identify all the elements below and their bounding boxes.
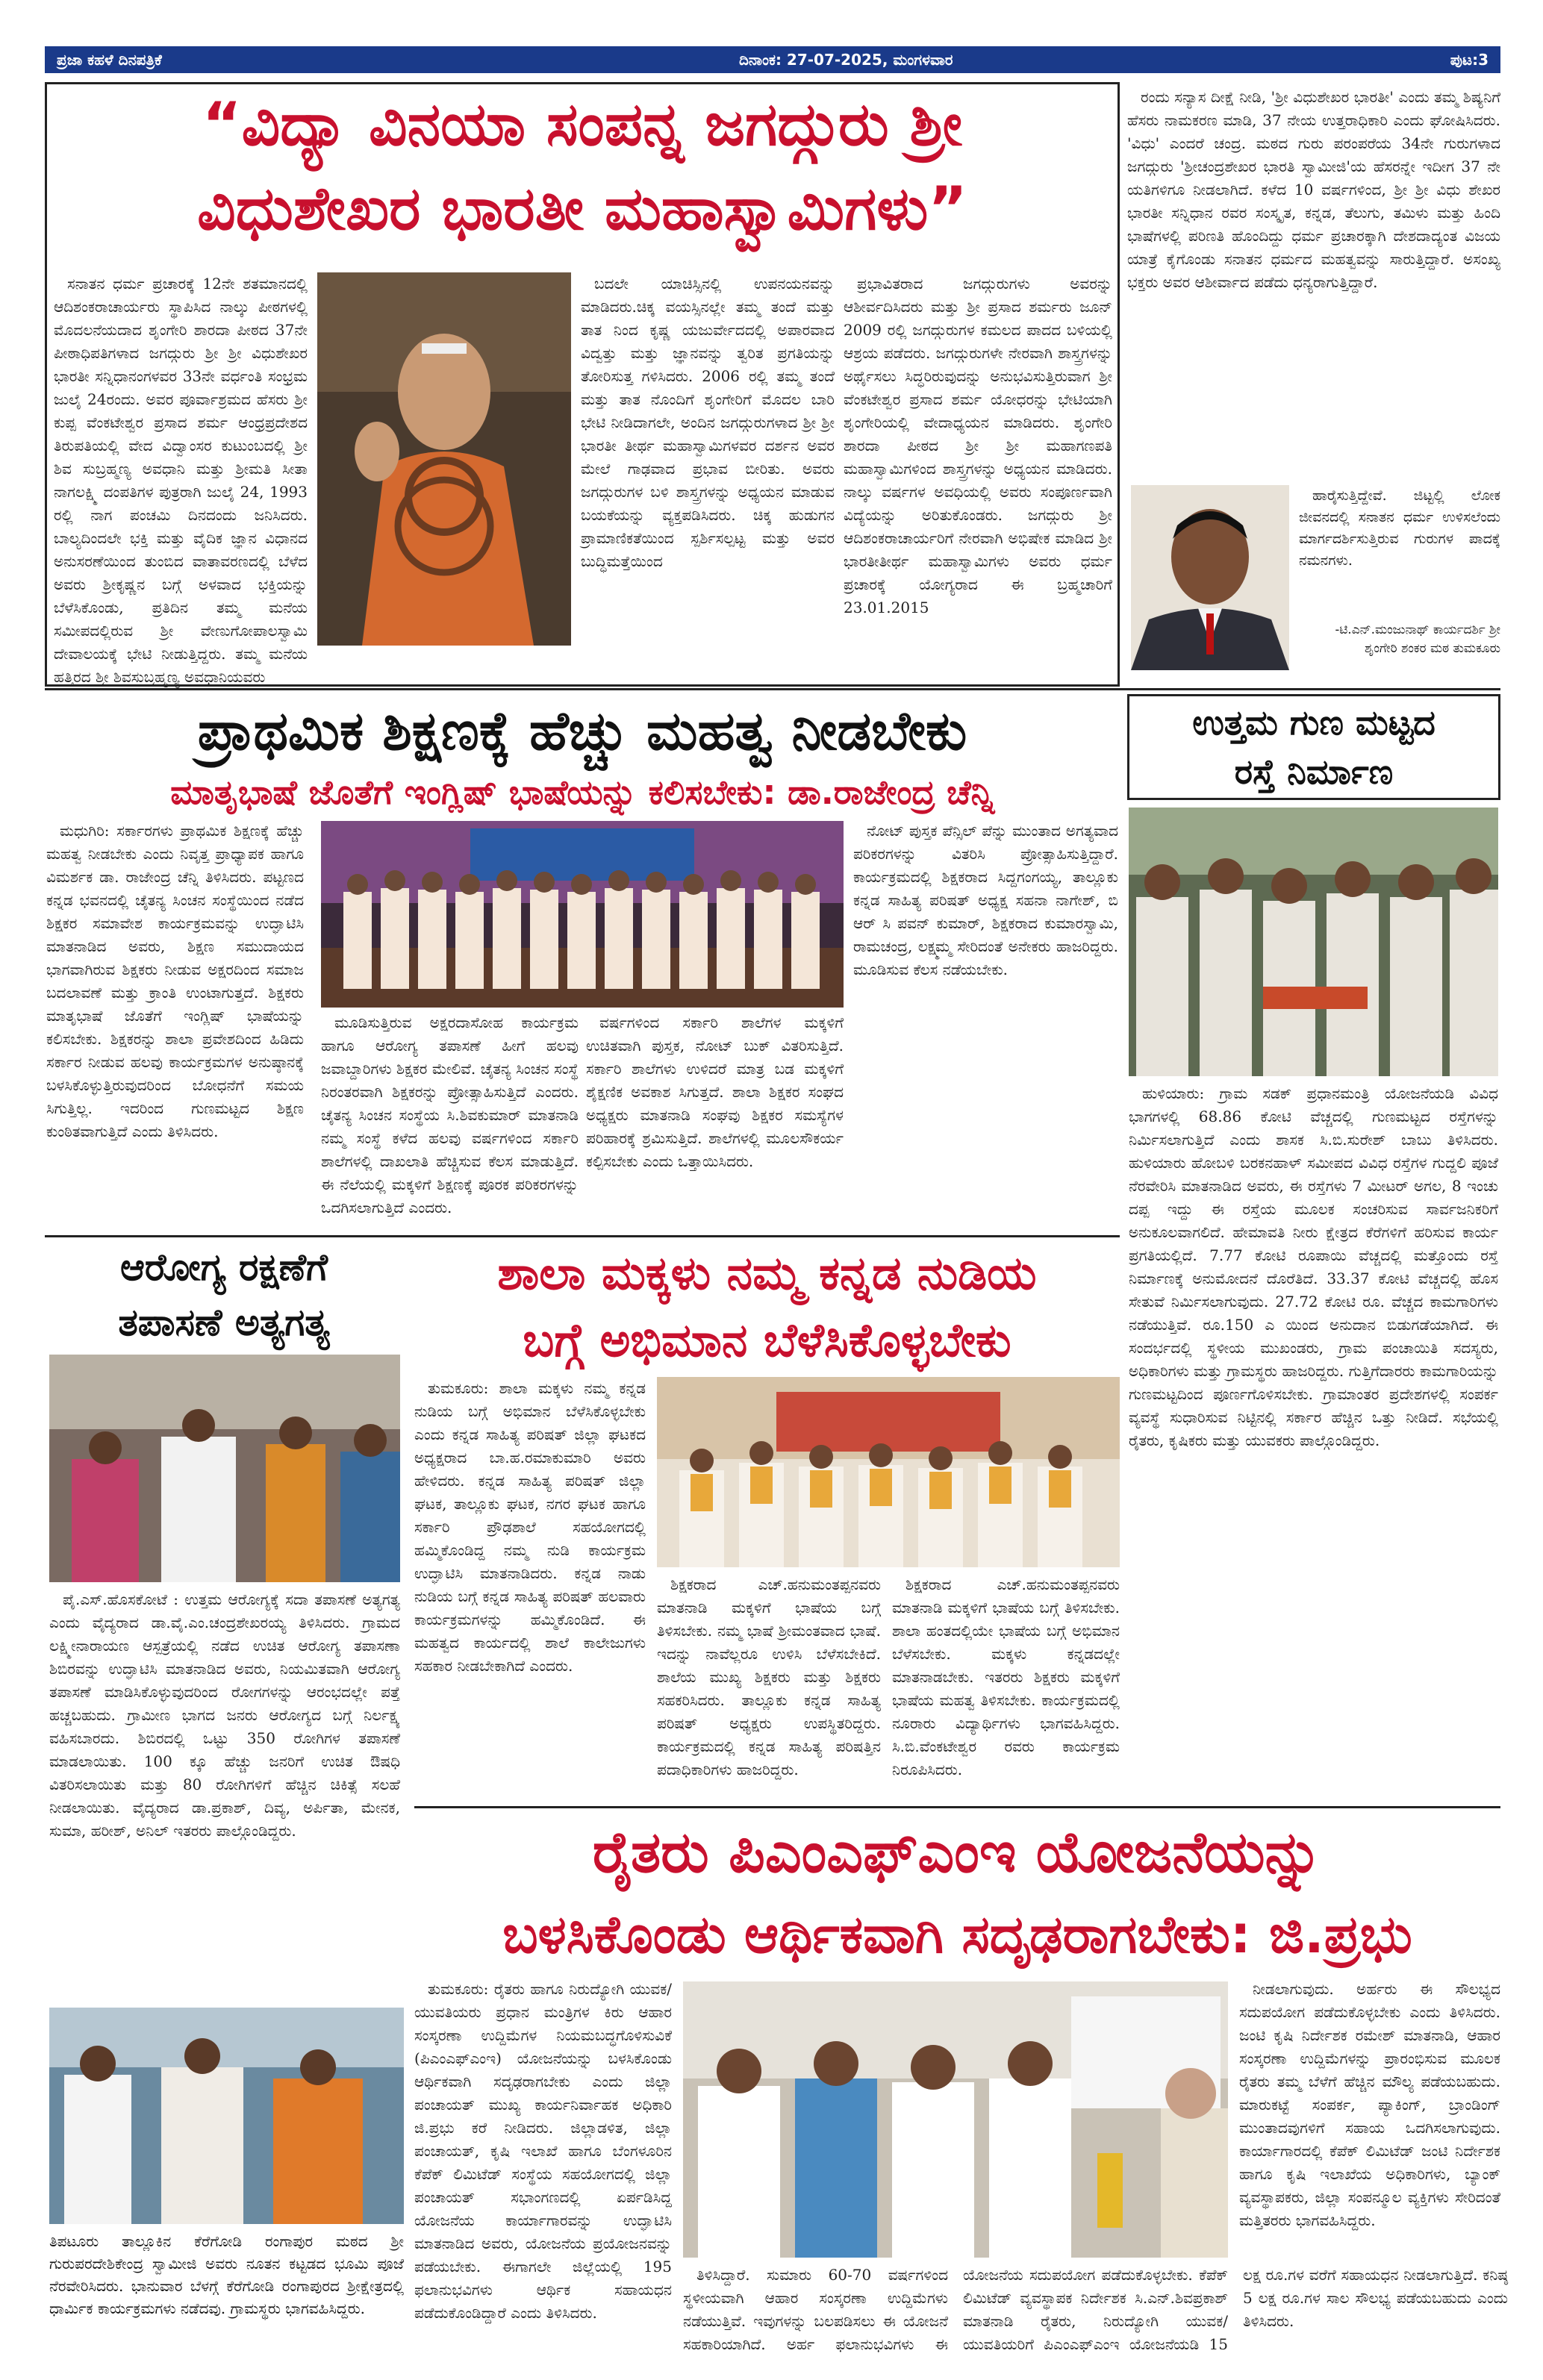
divider	[45, 688, 1500, 690]
paper-name: ಪ್ರಜಾ ಕಹಳೆ ದಿನಪತ್ರಿಕೆ	[57, 51, 162, 69]
story6-headline-line2: ಬಳಸಿಕೊಂಡು ಆರ್ಥಿಕವಾಗಿ ಸದೃಢರಾಗಬೇಕು: ಜಿ.ಪ್ರಭು	[502, 1904, 1412, 1965]
page-number: ಪುಟ:3	[1450, 51, 1489, 69]
story1-column-4b: ಹಾರೈಸುತ್ತಿದ್ದೇವೆ. ಜಿಟ್ಟಲ್ಲಿ ಲೋಕ ಜೀವನದಲ್ಲಿ ಸನಾತನ ಧರ್ಮ ಉಳಿಸಲೆಂದು ಮಾರ್ಗದರ್ಶಿಸುತ್ತಿರುವ ಗುರುಗಳ ಪಾದಕ್ಕೆ ನಮನಗಳು.	[1299, 487, 1500, 569]
story4-headline-line1: ಆರೋಗ್ಯ ರಕ್ಷಣೆಗೆ	[119, 1246, 328, 1289]
story2-headline: ಪ್ರಾಥಮಿಕ ಶಿಕ್ಷಣಕ್ಕೆ ಹೆಚ್ಚು ಮಹತ್ವ ನೀಡಬೇಕು	[197, 699, 967, 762]
story2-column-3: ವರ್ಷಗಳಿಂದ ಸರ್ಕಾರಿ ಶಾಲೆಗಳ ಮಕ್ಕಳಿಗೆ ಉಚಿತವಾಗಿ ಪುಸ್ತಕ, ನೋಟ್ ಬುಕ್ ವಿತರಿಸುತ್ತಿದೆ. ಸರ್ಕಾರಿ ಶಾಲೆಗಳು ಉಳಿದರೆ ಮಾತ್ರ ಬಡ ಮಕ್ಕಳಿಗೆ ಶೈಕ್ಷಣಿಕ ಅವಕಾಶ ಸಿಗುತ್ತದೆ. ಶಾಲಾ ಶಿಕ್ಷಕರ ಸಂಘದ ಅಧ್ಯಕ್ಷರು ಮಾತನಾಡಿ ಸಂಘವು ಶಿಕ್ಷಕರ ಸಮಸ್ಯೆಗಳ ಪರಿಹಾರಕ್ಕೆ ಶ್ರಮಿಸುತ್ತಿದೆ. ಶಾಲೆಗಳಲ್ಲಿ ಮೂಲಸೌಕರ್ಯ ಕಲ್ಪಿಸಬೇಕು ಎಂದು ಒತ್ತಾಯಿಸಿದರು.	[586, 1013, 844, 1170]
story6-headline-line1: ರೈತರು ಪಿಎಂಎಫ್‌ಎಂಇ ಯೋಜನೆಯನ್ನು	[592, 1819, 1323, 1885]
divider	[45, 1235, 1120, 1237]
story6-column-4: ನೀಡಲಾಗುವುದು. ಅರ್ಹರು ಈ ಸೌಲಭ್ಯದ ಸದುಪಯೋಗ ಪಡೆದುಕೊಳ್ಳಬೇಕು ಎಂದು ತಿಳಿಸಿದರು. ಜಂಟಿ ಕೃಷಿ ನಿರ್ದೇಶಕ ರಮೇಶ್ ಮಾತನಾಡಿ, ಆಹಾರ ಸಂಸ್ಕರಣಾ ಉದ್ದಿಮೆಗಳನ್ನು ಪ್ರಾರಂಭಿಸುವ ಮೂಲಕ ರೈತರು ತಮ್ಮ ಬೆಳೆಗೆ ಹೆಚ್ಚಿನ ಮೌಲ್ಯ ಪಡೆಯಬಹುದು. ಮಾರುಕಟ್ಟೆ ಸಂಪರ್ಕ, ಪ್ಯಾಕಿಂಗ್, ಬ್ರಾಂಡಿಂಗ್ ಮುಂತಾದವುಗಳಿಗೆ ಸಹಾಯ ಒದಗಿಸಲಾಗುವುದು. ಕಾರ್ಯಾಗಾರದಲ್ಲಿ ಕೆಪೆಕ್ ಲಿಮಿಟೆಡ್ ಜಂಟಿ ನಿರ್ದೇಶಕ ಹಾಗೂ ಕೃಷಿ ಇಲಾಖೆಯ ಅಧಿಕಾರಿಗಳು, ಬ್ಯಾಂಕ್ ವ್ಯವಸ್ಥಾಪಕರು, ಜಿಲ್ಲಾ ಸಂಪನ್ಮೂಲ ವ್ಯಕ್ತಿಗಳು ಸೇರಿದಂತೆ ಮತ್ತಿತರರು ಭಾಗವಹಿಸಿದ್ದರು.	[1239, 1980, 1500, 2229]
secretary-photo	[1131, 485, 1289, 670]
swamiji-bhoomi-puja-photo	[49, 2008, 404, 2224]
pmfme-workshop-photo	[683, 1981, 1228, 2258]
story1-column-3: ಪ್ರಭಾವಿತರಾದ ಜಗದ್ಗುರುಗಳು ಅವರನ್ನು ಆಶೀರ್ವದಿಸಿದರು ಮತ್ತು ಶ್ರೀ ಪ್ರಸಾದ ಶರ್ಮರು ಜೂನ್ 2009 ರಲ್ಲಿ ಜಗದ್ಗುರುಗಳ ಕಮಲದ ಪಾದದ ಬಳಿಯಲ್ಲಿ ಆಶ್ರಯ ಪಡೆದರು. ಜಗದ್ಗುರುಗಳೇ ನೇರವಾಗಿ ಶಾಸ್ತ್ರಗಳನ್ನು ಅರ್ಥೈಸಲು ಸಿದ್ಧರಿರುವುದನ್ನು ಅನುಭವಿಸುತ್ತಿರುವಾಗ ಶ್ರೀ ವೆಂಕಟೇಶ್ವರ ಪ್ರಸಾದ ಶರ್ಮ ಯೋಧರನ್ನು ಭೇಟಿಯಾಗಿ ಶೃಂಗೇರಿಯಲ್ಲಿ ವೇದಾಧ್ಯಯನ ಮಾಡಿದರು. ಶೃಂಗೇರಿ ಶಾರದಾ ಪೀಠದ ಶ್ರೀ ಶ್ರೀ ಮಹಾಗಣಪತಿ ಮಹಾಸ್ವಾಮಿಗಳಿಂದ ಶಾಸ್ತ್ರಗಳನ್ನು ಅಧ್ಯಯನ ಮಾಡಿದರು. ನಾಲ್ಕು ವರ್ಷಗಳ ಅವಧಿಯಲ್ಲಿ ಅವರು ಸಂಪೂರ್ಣವಾಗಿ ವಿದ್ಯೆಯನ್ನು ಅರಿತುಕೊಂಡರು. ಜಗದ್ಗುರು ಶ್ರೀ ಆದಿಶಂಕರಾಚಾರ್ಯರಿಗೆ ನೇರವಾಗಿ ಅಭಿಷೇಕ ಮಾಡಿದ ಶ್ರೀ ಭಾರತೀತೀರ್ಥ ಮಹಾಸ್ವಾಮಿಗಳು ಅವರು ಧರ್ಮ ಪ್ರಚಾರಕ್ಕೆ ಯೋಗ್ಯರಾದ ಈ ಬ್ರಹ್ಮಚಾರಿಗೆ 23.01.2015	[844, 275, 1112, 616]
story6-column-1: ತುಮಕೂರು: ರೈತರು ಹಾಗೂ ನಿರುದ್ಯೋಗಿ ಯುವಕ/ಯುವತಿಯರು ಪ್ರಧಾನ ಮಂತ್ರಿಗಳ ಕಿರು ಆಹಾರ ಸಂಸ್ಕರಣಾ ಉದ್ದಿಮೆಗಳ ನಿಯಮಬದ್ಧಗೊಳಿಸುವಿಕೆ (ಪಿಎಂಎಫ್‌ಎಂಇ) ಯೋಜನೆಯನ್ನು ಬಳಸಿಕೊಂಡು ಆರ್ಥಿಕವಾಗಿ ಸದೃಢರಾಗಬೇಕು ಎಂದು ಜಿಲ್ಲಾ ಪಂಚಾಯತ್ ಮುಖ್ಯ ಕಾರ್ಯನಿರ್ವಾಹಕ ಅಧಿಕಾರಿ ಜಿ.ಪ್ರಭು ಕರೆ ನೀಡಿದರು. ಜಿಲ್ಲಾಡಳಿತ, ಜಿಲ್ಲಾ ಪಂಚಾಯತ್, ಕೃಷಿ ಇಲಾಖೆ ಹಾಗೂ ಬೆಂಗಳೂರಿನ ಕೆಪೆಕ್ ಲಿಮಿಟೆಡ್ ಸಂಸ್ಥೆಯ ಸಹಯೋಗದಲ್ಲಿ ಜಿಲ್ಲಾ ಪಂಚಾಯತ್ ಸಭಾಂಗಣದಲ್ಲಿ ಏರ್ಪಡಿಸಿದ್ದ ಯೋಜನೆಯ ಕಾರ್ಯಾಗಾರವನ್ನು ಉದ್ಘಾಟಿಸಿ ಮಾತನಾಡಿದ ಅವರು, ಯೋಜನೆಯ ಪ್ರಯೋಜನವನ್ನು ಪಡೆಯಬೇಕು. ಈಗಾಗಲೇ ಜಿಲ್ಲೆಯಲ್ಲಿ 195 ಫಲಾನುಭವಿಗಳು ಆರ್ಥಿಕ ಸಹಾಯಧನ ಪಡೆದುಕೊಂಡಿದ್ದಾರೆ ಎಂದು ತಿಳಿಸಿದರು.	[414, 1980, 672, 2322]
story5-headline-line1: ಶಾಲಾ ಮಕ್ಕಳು ನಮ್ಮ ಕನ್ನಡ ನುಡಿಯ	[497, 1246, 1037, 1300]
story5-column-1: ತುಮಕೂರು: ಶಾಲಾ ಮಕ್ಕಳು ನಮ್ಮ ಕನ್ನಡ ನುಡಿಯ ಬಗ್ಗೆ ಅಭಿಮಾನ ಬೆಳೆಸಿಕೊಳ್ಳಬೇಕು ಎಂದು ಕನ್ನಡ ಸಾಹಿತ್ಯ ಪರಿಷತ್ ಜಿಲ್ಲಾ ಘಟಕದ ಅಧ್ಯಕ್ಷರಾದ ಬಾ.ಹ.ರಮಾಕುಮಾರಿ ಅವರು ಹೇಳಿದರು. ಕನ್ನಡ ಸಾಹಿತ್ಯ ಪರಿಷತ್ ಜಿಲ್ಲಾ ಘಟಕ, ತಾಲ್ಲೂಕು ಘಟಕ, ನಗರ ಘಟಕ ಹಾಗೂ ಸರ್ಕಾರಿ ಪ್ರೌಢಶಾಲೆ ಸಹಯೋಗದಲ್ಲಿ ಹಮ್ಮಿಕೊಂಡಿದ್ದ ನಮ್ಮ ನುಡಿ ಕಾರ್ಯಕ್ರಮ ಉದ್ಘಾಟಿಸಿ ಮಾತನಾಡಿದರು. ಕನ್ನಡ ನಾಡು ನುಡಿಯ ಬಗ್ಗೆ ಕನ್ನಡ ಸಾಹಿತ್ಯ ಪರಿಷತ್ ಹಲವಾರು ಕಾರ್ಯಕ್ರಮಗಳನ್ನು ಹಮ್ಮಿಕೊಂಡಿದೆ. ಈ ಮಹತ್ವದ ಕಾರ್ಯದಲ್ಲಿ ಶಾಲೆ ಕಾಲೇಜುಗಳು ಸಹಕಾರ ನೀಡಬೇಕಾಗಿದೆ ಎಂದರು.	[414, 1379, 646, 1675]
story1-column-1: ಸನಾತನ ಧರ್ಮ ಪ್ರಚಾರಕ್ಕೆ 12ನೇ ಶತಮಾನದಲ್ಲಿ ಆದಿಶಂಕರಾಚಾರ್ಯರು ಸ್ಥಾಪಿಸಿದ ನಾಲ್ಕು ಪೀಠಗಳಲ್ಲಿ ಮೊದಲನೆಯದಾದ ಶೃಂಗೇರಿ ಶಾರದಾ ಪೀಠದ 37ನೇ ಪೀಠಾಧಿಪತಿಗಳಾದ ಜಗದ್ಗುರು ಶ್ರೀ ಶ್ರೀ ವಿಧುಶೇಖರ ಭಾರತೀ ಸನ್ನಿಧಾನಂಗಳವರ 33ನೇ ವರ್ಧಂತಿ ಸಂಭ್ರಮ ಜುಲೈ 24ರಂದು. ಅವರ ಪೂರ್ವಾಶ್ರಮದ ಹೆಸರು ಶ್ರೀ ಕುಪ್ಪ ವೆಂಕಟೇಶ್ವರ ಪ್ರಸಾದ ಶರ್ಮ ಆಂಧ್ರಪ್ರದೇಶದ ತಿರುಪತಿಯಲ್ಲಿ ವೇದ ವಿದ್ವಾಂಸರ ಕುಟುಂಬದಲ್ಲಿ ಶ್ರೀ ಶಿವ ಸುಬ್ರಹ್ಮಣ್ಯ ಅವಧಾನಿ ಮತ್ತು ಶ್ರೀಮತಿ ಸೀತಾ ನಾಗಲಕ್ಷ್ಮಿ ದಂಪತಿಗಳ ಪುತ್ರರಾಗಿ ಜುಲೈ 24, 1993 ರಲ್ಲಿ ನಾಗ ಪಂಚಮಿ ದಿನದಂದು ಜನಿಸಿದರು. ಬಾಲ್ಯದಿಂದಲೇ ಭಕ್ತಿ ಮತ್ತು ವೈದಿಕ ಜ್ಞಾನ ವಿಧಾನದ ಅನುಸರಣೆಯಿಂದ ತುಂಬಿದ ವಾತಾವರಣದಲ್ಲಿ ಬೆಳೆದ ಅವರು ಶ್ರೀಕೃಷ್ಣನ ಬಗ್ಗೆ ಅಳವಾದ ಭಕ್ತಿಯನ್ನು ಬೆಳೆಸಿಕೊಂಡು, ಪ್ರತಿದಿನ ತಮ್ಮ ಮನೆಯ ಸಮೀಪದಲ್ಲಿರುವ ಶ್ರೀ ವೇಣುಗೋಪಾಲಸ್ವಾಮಿ ದೇವಾಲಯಕ್ಕೆ ಭೇಟಿ ನೀಡುತ್ತಿದ್ದರು. ತಮ್ಮ ಮನೆಯ ಹತ್ತಿರದ ಶ್ರೀ ಶಿವಸುಬ್ರಹ್ಮಣ್ಯ ಅವಧಾನಿಯವರು	[54, 275, 308, 686]
story1-column-4: ರಂದು ಸನ್ಯಾಸ ದೀಕ್ಷೆ ನೀಡಿ, 'ಶ್ರೀ ವಿಧುಶೇಖರ ಭಾರತೀ' ಎಂದು ತಮ್ಮ ಶಿಷ್ಯನಿಗೆ ಹೆಸರು ನಾಮಕರಣ ಮಾಡಿ, 37 ನೇಯ ಉತ್ತರಾಧಿಕಾರಿ ಎಂದು ಘೋಷಿಸಿದರು. 'ವಿಧು' ಎಂದರೆ ಚಂದ್ರ. ಮಠದ ಗುರು ಪರಂಪರೆಯ 34ನೇ ಗುರುಗಳಾದ ಜಗದ್ಗುರು 'ಶ್ರೀಚಂದ್ರಶೇಖರ ಭಾರತಿ ಸ್ವಾಮೀಜಿ'ಯ ಹೆಸರನ್ನೇ ಇದೀಗ 37 ನೇ ಯತಿಗಳಿಗೂ ನೀಡಲಾಗಿದೆ. ಕಳೆದ 10 ವರ್ಷಗಳಿಂದ, ಶ್ರೀ ಶ್ರೀ ವಿಧು ಶೇಖರ ಭಾರತೀ ಸನ್ನಿಧಾನ ರವರ ಸಂಸ್ಕೃತ, ಕನ್ನಡ, ತೆಲುಗು, ತಮಿಳು ಮತ್ತು ಹಿಂದಿ ಭಾಷೆಗಳಲ್ಲಿ ಪರಿಣತಿ ಹೊಂದಿದ್ದು ಧರ್ಮ ಪ್ರಚಾರಕ್ಕಾಗಿ ದೇಶದಾದ್ಯಂತ ವಿಜಯ ಯಾತ್ರೆ ಕೈಗೊಂಡು ಸನಾತನ ಧರ್ಮದ ಮಹತ್ವವನ್ನು ಸಾರುತ್ತಿದ್ದಾರೆ. ಅಸಂಖ್ಯ ಭಕ್ತರು ಅವರ ಆಶೀರ್ವಾದ ಪಡೆದು ಧನ್ಯರಾಗುತ್ತಿದ್ದಾರೆ.	[1127, 88, 1500, 291]
story1-headline-line1: “ವಿದ್ಯಾ ವಿನಯಾ ಸಂಪನ್ನ ಜಗದ್ಗುರು ಶ್ರೀ	[202, 90, 962, 159]
road-bhoomi-puja-photo	[1129, 808, 1498, 1076]
kannada-event-photo	[657, 1377, 1120, 1567]
story4-body: ಪೈ.ಎಸ್.ಹೊಸಕೋಟೆ : ಉತ್ತಮ ಆರೋಗ್ಯಕ್ಕೆ ಸದಾ ತಪಾಸಣೆ ಅತ್ಯಗತ್ಯ ಎಂದು ವೈದ್ಯರಾದ ಡಾ.ವೈ.ಎಂ.ಚಂದ್ರಶೇಖರಯ್ಯ ತಿಳಿಸಿದರು. ಗ್ರಾಮದ ಲಕ್ಷ್ಮೀನಾರಾಯಣ ಆಸ್ಪತ್ರೆಯಲ್ಲಿ ನಡೆದ ಉಚಿತ ಆರೋಗ್ಯ ತಪಾಸಣಾ ಶಿಬಿರವನ್ನು ಉದ್ಘಾಟಿಸಿ ಮಾತನಾಡಿದ ಅವರು, ನಿಯಮಿತವಾಗಿ ಆರೋಗ್ಯ ತಪಾಸಣೆ ಮಾಡಿಸಿಕೊಳ್ಳುವುದರಿಂದ ರೋಗಗಳನ್ನು ಆರಂಭದಲ್ಲೇ ಪತ್ತೆ ಹಚ್ಚಬಹುದು. ಗ್ರಾಮೀಣ ಭಾಗದ ಜನರು ಆರೋಗ್ಯದ ಬಗ್ಗೆ ನಿರ್ಲಕ್ಷ್ಯ ವಹಿಸಬಾರದು. ಶಿಬಿರದಲ್ಲಿ ಒಟ್ಟು 350 ರೋಗಿಗಳ ತಪಾಸಣೆ ಮಾಡಲಾಯಿತು. 100 ಕ್ಕೂ ಹೆಚ್ಚು ಜನರಿಗೆ ಉಚಿತ ಔಷಧಿ ವಿತರಿಸಲಾಯಿತು ಮತ್ತು 80 ರೋಗಿಗಳಿಗೆ ಹೆಚ್ಚಿನ ಚಿಕಿತ್ಸೆ ಸಲಹೆ ನೀಡಲಾಯಿತು. ವೈದ್ಯರಾದ ಡಾ.ಪ್ರಕಾಶ್, ದಿವ್ಯ, ಅರ್ಪಿತಾ, ಮೇನಕ, ಸುಮಾ, ಹರೀಶ್, ಅನಿಲ್ ಇತರರು ಪಾಲ್ಗೊಂಡಿದ್ದರು.	[49, 1590, 400, 1840]
story3-headline-line2: ರಸ್ತೆ ನಿರ್ಮಾಣ	[1234, 752, 1394, 792]
story2-column-4: ನೋಟ್ ಪುಸ್ತಕ ಪೆನ್ಸಿಲ್ ಪೆನ್ನು ಮುಂತಾದ ಅಗತ್ಯವಾದ ಪರಿಕರಗಳನ್ನು ವಿತರಿಸಿ ಪ್ರೋತ್ಸಾಹಿಸುತ್ತಿದ್ದಾರೆ. ಕಾರ್ಯಕ್ರಮದಲ್ಲಿ ಶಿಕ್ಷಕರಾದ ಸಿದ್ದಗಂಗಯ್ಯ, ತಾಲ್ಲೂಕು ಕನ್ನಡ ಸಾಹಿತ್ಯ ಪರಿಷತ್ ಅಧ್ಯಕ್ಷ ಸಹನಾ ನಾಗೇಶ್, ಬಿ ಆರ್ ಸಿ ಪವನ್ ಕುಮಾರ್, ಶಿಕ್ಷಕರಾದ ಕುಮಾರಸ್ವಾಮಿ, ರಾಮಚಂದ್ರ, ಲಕ್ಷ್ಮಮ್ಮ ಸೇರಿದಂತೆ ಅನೇಕರು ಹಾಜರಿದ್ದರು. ಮೂಡಿಸುವ ಕೆಲಸ ನಡೆಯಬೇಕು.	[853, 822, 1118, 978]
story2-column-1: ಮಧುಗಿರಿ: ಸರ್ಕಾರಗಳು ಪ್ರಾಥಮಿಕ ಶಿಕ್ಷಣಕ್ಕೆ ಹೆಚ್ಚು ಮಹತ್ವ ನೀಡಬೇಕು ಎಂದು ನಿವೃತ್ತ ಪ್ರಾಧ್ಯಾಪಕ ಹಾಗೂ ವಿಮರ್ಶಕ ಡಾ. ರಾಜೇಂದ್ರ ಚೆನ್ನಿ ತಿಳಿಸಿದರು. ಪಟ್ಟಣದ ಕನ್ನಡ ಭವನದಲ್ಲಿ ಚೈತನ್ಯ ಸಿಂಚನ ಸಂಸ್ಥೆಯಿಂದ ನಡೆದ ಶಿಕ್ಷಕರ ಸಮಾವೇಶ ಕಾರ್ಯಕ್ರಮವನ್ನು ಉದ್ಘಾಟಿಸಿ ಮಾತನಾಡಿದ ಅವರು, ಶಿಕ್ಷಣ ಸಮುದಾಯದ ಭಾಗವಾಗಿರುವ ಶಿಕ್ಷಕರು ನೀಡುವ ಅಕ್ಷರದಿಂದ ಸಮಾಜ ಬದಲಾವಣೆ ಮತ್ತು ಕ್ರಾಂತಿ ಉಂಟಾಗುತ್ತದೆ. ಶಿಕ್ಷಕರು ಮಾತೃಭಾಷೆ ಜೊತೆಗೆ ಇಂಗ್ಲಿಷ್ ಭಾಷೆಯನ್ನು ಕಲಿಸಬೇಕು. ಶಿಕ್ಷಕರನ್ನು ಶಾಲಾ ಪ್ರವೇಶದಿಂದ ಹಿಡಿದು ಸರ್ಕಾರ ನೀಡುವ ಹಲವು ಕಾರ್ಯಕ್ರಮಗಳ ಅನುಷ್ಠಾನಕ್ಕೆ ಬಳಸಿಕೊಳ್ಳುತ್ತಿರುವುದರಿಂದ ಬೋಧನೆಗೆ ಸಮಯ ಸಿಗುತ್ತಿಲ್ಲ. ಇದರಿಂದ ಗುಣಮಟ್ಟದ ಶಿಕ್ಷಣ ಕುಂಠಿತವಾಗುತ್ತಿದೆ ಎಂದು ತಿಳಿಸಿದರು.	[46, 822, 304, 1140]
story2-subheadline: ಮಾತೃಭಾಷೆ ಜೊತೆಗೆ ಇಂಗ್ಲಿಷ್ ಭಾಷೆಯನ್ನು ಕಲಿಸಬೇಕು: ಡಾ.ರಾಜೇಂದ್ರ ಚೆನ್ನಿ	[170, 772, 994, 812]
masthead-bar	[45, 46, 1500, 73]
story1-column-2: ಬದಲೇ ಯಾಚಿಸ್ಸಿನಲ್ಲಿ ಉಪನಯನವನ್ನು ಮಾಡಿದರು.ಚಿಕ್ಕ ವಯಸ್ಸಿನಲ್ಲೇ ತಮ್ಮ ತಂದೆ ಮತ್ತು ತಾತ ನಿಂದ ಕೃಷ್ಣ ಯಜುರ್ವೇದದಲ್ಲಿ ಅಪಾರವಾದ ವಿದ್ವತ್ತು ಮತ್ತು ಜ್ಞಾನವನ್ನು ತ್ವರಿತ ಪ್ರಗತಿಯನ್ನು ತೋರಿಸುತ್ತ ಗಳಿಸಿದರು. 2006 ರಲ್ಲಿ ತಮ್ಮ ತಂದೆ ಮತ್ತು ತಾತ ನೊಂದಿಗೆ ಶೃಂಗೇರಿಗೆ ಮೊದಲ ಬಾರಿ ಭೇಟಿ ನೀಡಿದಾಗಲೇ, ಅಂದಿನ ಜಗದ್ಗುರುಗಳಾದ ಶ್ರೀ ಶ್ರೀ ಭಾರತೀ ತೀರ್ಥ ಮಹಾಸ್ವಾಮಿಗಳವರ ದರ್ಶನ ಅವರ ಮೇಲೆ ಗಾಢವಾದ ಪ್ರಭಾವ ಬೀರಿತು. ಅವರು ಜಗದ್ಗುರುಗಳ ಬಳಿ ಶಾಸ್ತ್ರಗಳನ್ನು ಅಧ್ಯಯನ ಮಾಡುವ ಬಯಕೆಯನ್ನು ವ್ಯಕ್ತಪಡಿಸಿದರು. ಚಿಕ್ಕ ಹುಡುಗನ ಪ್ರಾಮಾಣಿಕತೆಯಿಂದ ಸ್ಪರ್ಶಿಸಲ್ಪಟ್ಟ ಮತ್ತು ಅವರ ಬುದ್ಧಿಮತ್ತೆಯಿಂದ	[581, 275, 835, 570]
swamiji-photo	[317, 272, 571, 646]
story5-headline-line2: ಬಗ್ಗೆ ಅಭಿಮಾನ ಬೆಳೆಸಿಕೊಳ್ಳಬೇಕು	[523, 1313, 1011, 1367]
swamiji-photo-caption: ತಿಪಟೂರು ತಾಲ್ಲೂಕಿನ ಕೆರೆಗೋಡಿ ರಂಗಾಪುರ ಮಠದ ಶ್ರೀ ಗುರುಪರದೇಶಿಕೇಂದ್ರ ಸ್ವಾಮೀಜಿ ಅವರು ನೂತನ ಕಟ್ಟಡದ ಭೂಮಿ ಪೂಜೆ ನೆರವೇರಿಸಿದರು. ಭಾನುವಾರ ಬೆಳಗ್ಗೆ ಕೆರೆಗೋಡಿ ರಂಗಾಪುರದ ಶ್ರೀಕ್ಷೇತ್ರದಲ್ಲಿ ಧಾರ್ಮಿಕ ಕಾರ್ಯಕ್ರಮಗಳು ನಡೆದವು. ಗ್ರಾಮಸ್ಥರು ಭಾಗವಹಿಸಿದ್ದರು.	[49, 2232, 404, 2317]
teachers-event-photo	[321, 821, 844, 1008]
divider	[414, 1806, 1500, 1808]
story4-headline-line2: ತಪಾಸಣೆ ಅತ್ಯಗತ್ಯ	[118, 1301, 330, 1344]
date-line: ದಿನಾಂಕ: 27-07-2025, ಮಂಗಳವಾರ	[739, 51, 953, 69]
story3-body: ಹುಳಿಯಾರು: ಗ್ರಾಮ ಸಡಕ್ ಪ್ರಧಾನಮಂತ್ರಿ ಯೋಜನೆಯಡಿ ವಿವಿಧ ಭಾಗಗಳಲ್ಲಿ 68.86 ಕೋಟಿ ವೆಚ್ಚದಲ್ಲಿ ಗುಣಮಟ್ಟದ ರಸ್ತೆಗಳನ್ನು ನಿರ್ಮಿಸಲಾಗುತ್ತಿದೆ ಎಂದು ಶಾಸಕ ಸಿ.ಬಿ.ಸುರೇಶ್ ಬಾಬು ತಿಳಿಸಿದರು. ಹುಳಿಯಾರು ಹೋಬಳಿ ಬರಕನಹಾಳ್ ಸಮೀಪದ ವಿವಿಧ ರಸ್ತೆಗಳ ಗುದ್ದಲಿ ಪೂಜೆ ನೆರವೇರಿಸಿ ಮಾತನಾಡಿದ ಅವರು, ಈ ರಸ್ತೆಗಳು 7 ಮೀಟರ್ ಅಗಲ, 8 ಇಂಚು ದಪ್ಪ ಇದ್ದು ಈ ರಸ್ತೆಯ ಮೂಲಕ ಸಂಚರಿಸುವ ಸಾರ್ವಜನಿಕರಿಗೆ ಅನುಕೂಲವಾಗಲಿದೆ. ಹೇಮಾವತಿ ನೀರು ಕ್ಷೇತ್ರದ ಕೆರೆಗಳಿಗೆ ಹರಿಸುವ ಕಾರ್ಯ ಪ್ರಗತಿಯಲ್ಲಿದೆ. 7.77 ಕೋಟಿ ರೂಪಾಯಿ ವೆಚ್ಚದಲ್ಲಿ ಮತ್ತೊಂದು ರಸ್ತೆ ನಿರ್ಮಾಣಕ್ಕೆ ಅನುಮೋದನೆ ದೊರೆತಿದೆ. 33.37 ಕೋಟಿ ವೆಚ್ಚದಲ್ಲಿ ಹೊಸ ಸೇತುವೆ ನಿರ್ಮಿಸಲಾಗುವುದು. 27.72 ಕೋಟಿ ರೂ. ವೆಚ್ಚದ ಕಾಮಗಾರಿಗಳು ನಡೆಯುತ್ತಿವೆ. ರೂ.150 ಎ ಯಿಂದ ಅನುದಾನ ಬಿಡುಗಡೆಯಾಗಿದೆ. ಈ ಸಂದರ್ಭದಲ್ಲಿ ಸ್ಥಳೀಯ ಮುಖಂಡರು, ಗ್ರಾಮ ಪಂಚಾಯಿತಿ ಸದಸ್ಯರು, ಅಧಿಕಾರಿಗಳು ಮತ್ತು ಗ್ರಾಮಸ್ಥರು ಹಾಜರಿದ್ದರು. ಗುತ್ತಿಗೆದಾರರು ಕಾಮಗಾರಿಯನ್ನು ಗುಣಮಟ್ಟದಿಂದ ಪೂರ್ಣಗೊಳಿಸಬೇಕು. ಗ್ರಾಮಾಂತರ ಪ್ರದೇಶಗಳಲ್ಲಿ ಸಂಪರ್ಕ ವ್ಯವಸ್ಥೆ ಸುಧಾರಿಸುವ ನಿಟ್ಟಿನಲ್ಲಿ ಸರ್ಕಾರ ಹೆಚ್ಚಿನ ಒತ್ತು ನೀಡಿದೆ. ಸಭೆಯಲ್ಲಿ ರೈತರು, ಕೃಷಿಕರು ಮತ್ತು ಯುವಕರು ಪಾಲ್ಗೊಂಡಿದ್ದರು.	[1129, 1084, 1498, 1449]
story5-column-2: ಶಿಕ್ಷಕರಾದ ಎಚ್.ಹನುಮಂತಪ್ಪನವರು ಮಾತನಾಡಿ ಮಕ್ಕಳಿಗೆ ಭಾಷೆಯ ಬಗ್ಗೆ ತಿಳಿಸಬೇಕು. ನಮ್ಮ ಭಾಷೆ ಶ್ರೀಮಂತವಾದ ಭಾಷೆ. ಇದನ್ನು ನಾವೆಲ್ಲರೂ ಉಳಿಸಿ ಬೆಳೆಸಬೇಕಿದೆ. ಶಾಲೆಯ ಮುಖ್ಯ ಶಿಕ್ಷಕರು ಮತ್ತು ಶಿಕ್ಷಕರು ಸಹಕರಿಸಿದರು. ತಾಲ್ಲೂಕು ಕನ್ನಡ ಸಾಹಿತ್ಯ ಪರಿಷತ್ ಅಧ್ಯಕ್ಷರು ಉಪಸ್ಥಿತರಿದ್ದರು. ಕಾರ್ಯಕ್ರಮದಲ್ಲಿ ಕನ್ನಡ ಸಾಹಿತ್ಯ ಪರಿಷತ್ತಿನ ಪದಾಧಿಕಾರಿಗಳು ಹಾಜರಿದ್ದರು.	[657, 1575, 881, 1778]
health-camp-photo	[49, 1355, 400, 1582]
story5-column-3: ಶಿಕ್ಷಕರಾದ ಎಚ್.ಹನುಮಂತಪ್ಪನವರು ಮಾತನಾಡಿ ಮಕ್ಕಳಿಗೆ ಭಾಷೆಯ ಬಗ್ಗೆ ತಿಳಿಸಬೇಕು. ಶಾಲಾ ಹಂತದಲ್ಲಿಯೇ ಭಾಷೆಯ ಬಗ್ಗೆ ಅಭಿಮಾನ ಬೆಳೆಸಬೇಕು. ಮಕ್ಕಳು ಕನ್ನಡದಲ್ಲೇ ಮಾತನಾಡಬೇಕು. ಇತರರು ಶಿಕ್ಷಕರು ಮಕ್ಕಳಿಗೆ ಭಾಷೆಯ ಮಹತ್ವ ತಿಳಿಸಬೇಕು. ಕಾರ್ಯಕ್ರಮದಲ್ಲಿ ನೂರಾರು ವಿದ್ಯಾರ್ಥಿಗಳು ಭಾಗವಹಿಸಿದ್ದರು. ಸಿ.ಬಿ.ವೆಂಕಟೇಶ್ವರ ರವರು ಕಾರ್ಯಕ್ರಮ ನಿರೂಪಿಸಿದರು.	[892, 1575, 1120, 1778]
story1-headline-line2: ವಿಧುಶೇಖರ ಭಾರತೀ ಮಹಾಸ್ವಾಮಿಗಳು”	[197, 174, 967, 243]
story6-photo-caption: ತಿಳಿಸಿದ್ದಾರೆ. ಸುಮಾರು 60-70 ವರ್ಷಗಳಿಂದ ಸ್ಥಳೀಯವಾಗಿ ಆಹಾರ ಸಂಸ್ಕರಣಾ ಉದ್ದಿಮೆಗಳು ನಡೆಯುತ್ತಿವೆ. ಇವುಗಳನ್ನು ಬಲಪಡಿಸಲು ಈ ಯೋಜನೆ ಸಹಕಾರಿಯಾಗಿದೆ. ಅರ್ಹ ಫಲಾನುಭವಿಗಳು ಈ ಯೋಜನೆಯ ಸದುಪಯೋಗ ಪಡೆದುಕೊಳ್ಳಬೇಕು. ಕೆಪೆಕ್ ಲಿಮಿಟೆಡ್ ವ್ಯವಸ್ಥಾಪಕ ನಿರ್ದೇಶಕ ಸಿ.ಎನ್.ಶಿವಪ್ರಕಾಶ್ ಮಾತನಾಡಿ ರೈತರು, ನಿರುದ್ಯೋಗಿ ಯುವಕ/ಯುವತಿಯರಿಗೆ ಪಿಎಂಎಫ್‌ಎಂಇ ಯೋಜನೆಯಡಿ 15 ಲಕ್ಷ ರೂ.ಗಳ ವರೆಗೆ ಸಹಾಯಧನ ನೀಡಲಾಗುತ್ತಿದೆ. ಕನಿಷ್ಠ 5 ಲಕ್ಷ ರೂ.ಗಳ ಸಾಲ ಸೌಲಭ್ಯ ಪಡೆಯಬಹುದು ಎಂದು ತಿಳಿಸಿದರು.	[683, 2266, 1508, 2353]
story3-headline-line1: ಉತ್ತಮ ಗುಣ ಮಟ್ಟದ	[1192, 702, 1436, 743]
story1-signature: -ಟಿ.ಎನ್.ಮಂಜುನಾಥ್ ಕಾರ್ಯದರ್ಶಿ ಶ್ರೀ ಶೃಂಗೇರಿ ಶಂಕರ ಮಠ ತುಮಕೂರು	[1335, 622, 1500, 656]
story2-column-2: ಮೂಡಿಸುತ್ತಿರುವ ಅಕ್ಷರದಾಸೋಹ ಕಾರ್ಯಕ್ರಮ ಹಾಗೂ ಆರೋಗ್ಯ ತಪಾಸಣೆ ಹೀಗೆ ಹಲವು ಜವಾಬ್ದಾರಿಗಳು ಶಿಕ್ಷಕರ ಮೇಲಿವೆ. ಚೈತನ್ಯ ಸಿಂಚನ ಸಂಸ್ಥೆ ನಿರಂತರವಾಗಿ ಶಿಕ್ಷಕರನ್ನು ಪ್ರೋತ್ಸಾಹಿಸುತ್ತಿದೆ ಎಂದರು. ಚೈತನ್ಯ ಸಿಂಚನ ಸಂಸ್ಥೆಯ ಸಿ.ಶಿವಕುಮಾರ್ ಮಾತನಾಡಿ ನಮ್ಮ ಸಂಸ್ಥೆ ಕಳೆದ ಹಲವು ವರ್ಷಗಳಿಂದ ಸರ್ಕಾರಿ ಶಾಲೆಗಳಲ್ಲಿ ದಾಖಲಾತಿ ಹೆಚ್ಚಿಸುವ ಕೆಲಸ ಮಾಡುತ್ತಿದೆ. ಈ ನೆಲೆಯಲ್ಲಿ ಮಕ್ಕಳಿಗೆ ಶಿಕ್ಷಣಕ್ಕೆ ಪೂರಕ ಪರಿಕರಗಳನ್ನು ಒದಗಿಸಲಾಗುತ್ತಿದೆ ಎಂದರು.	[321, 1013, 579, 1216]
